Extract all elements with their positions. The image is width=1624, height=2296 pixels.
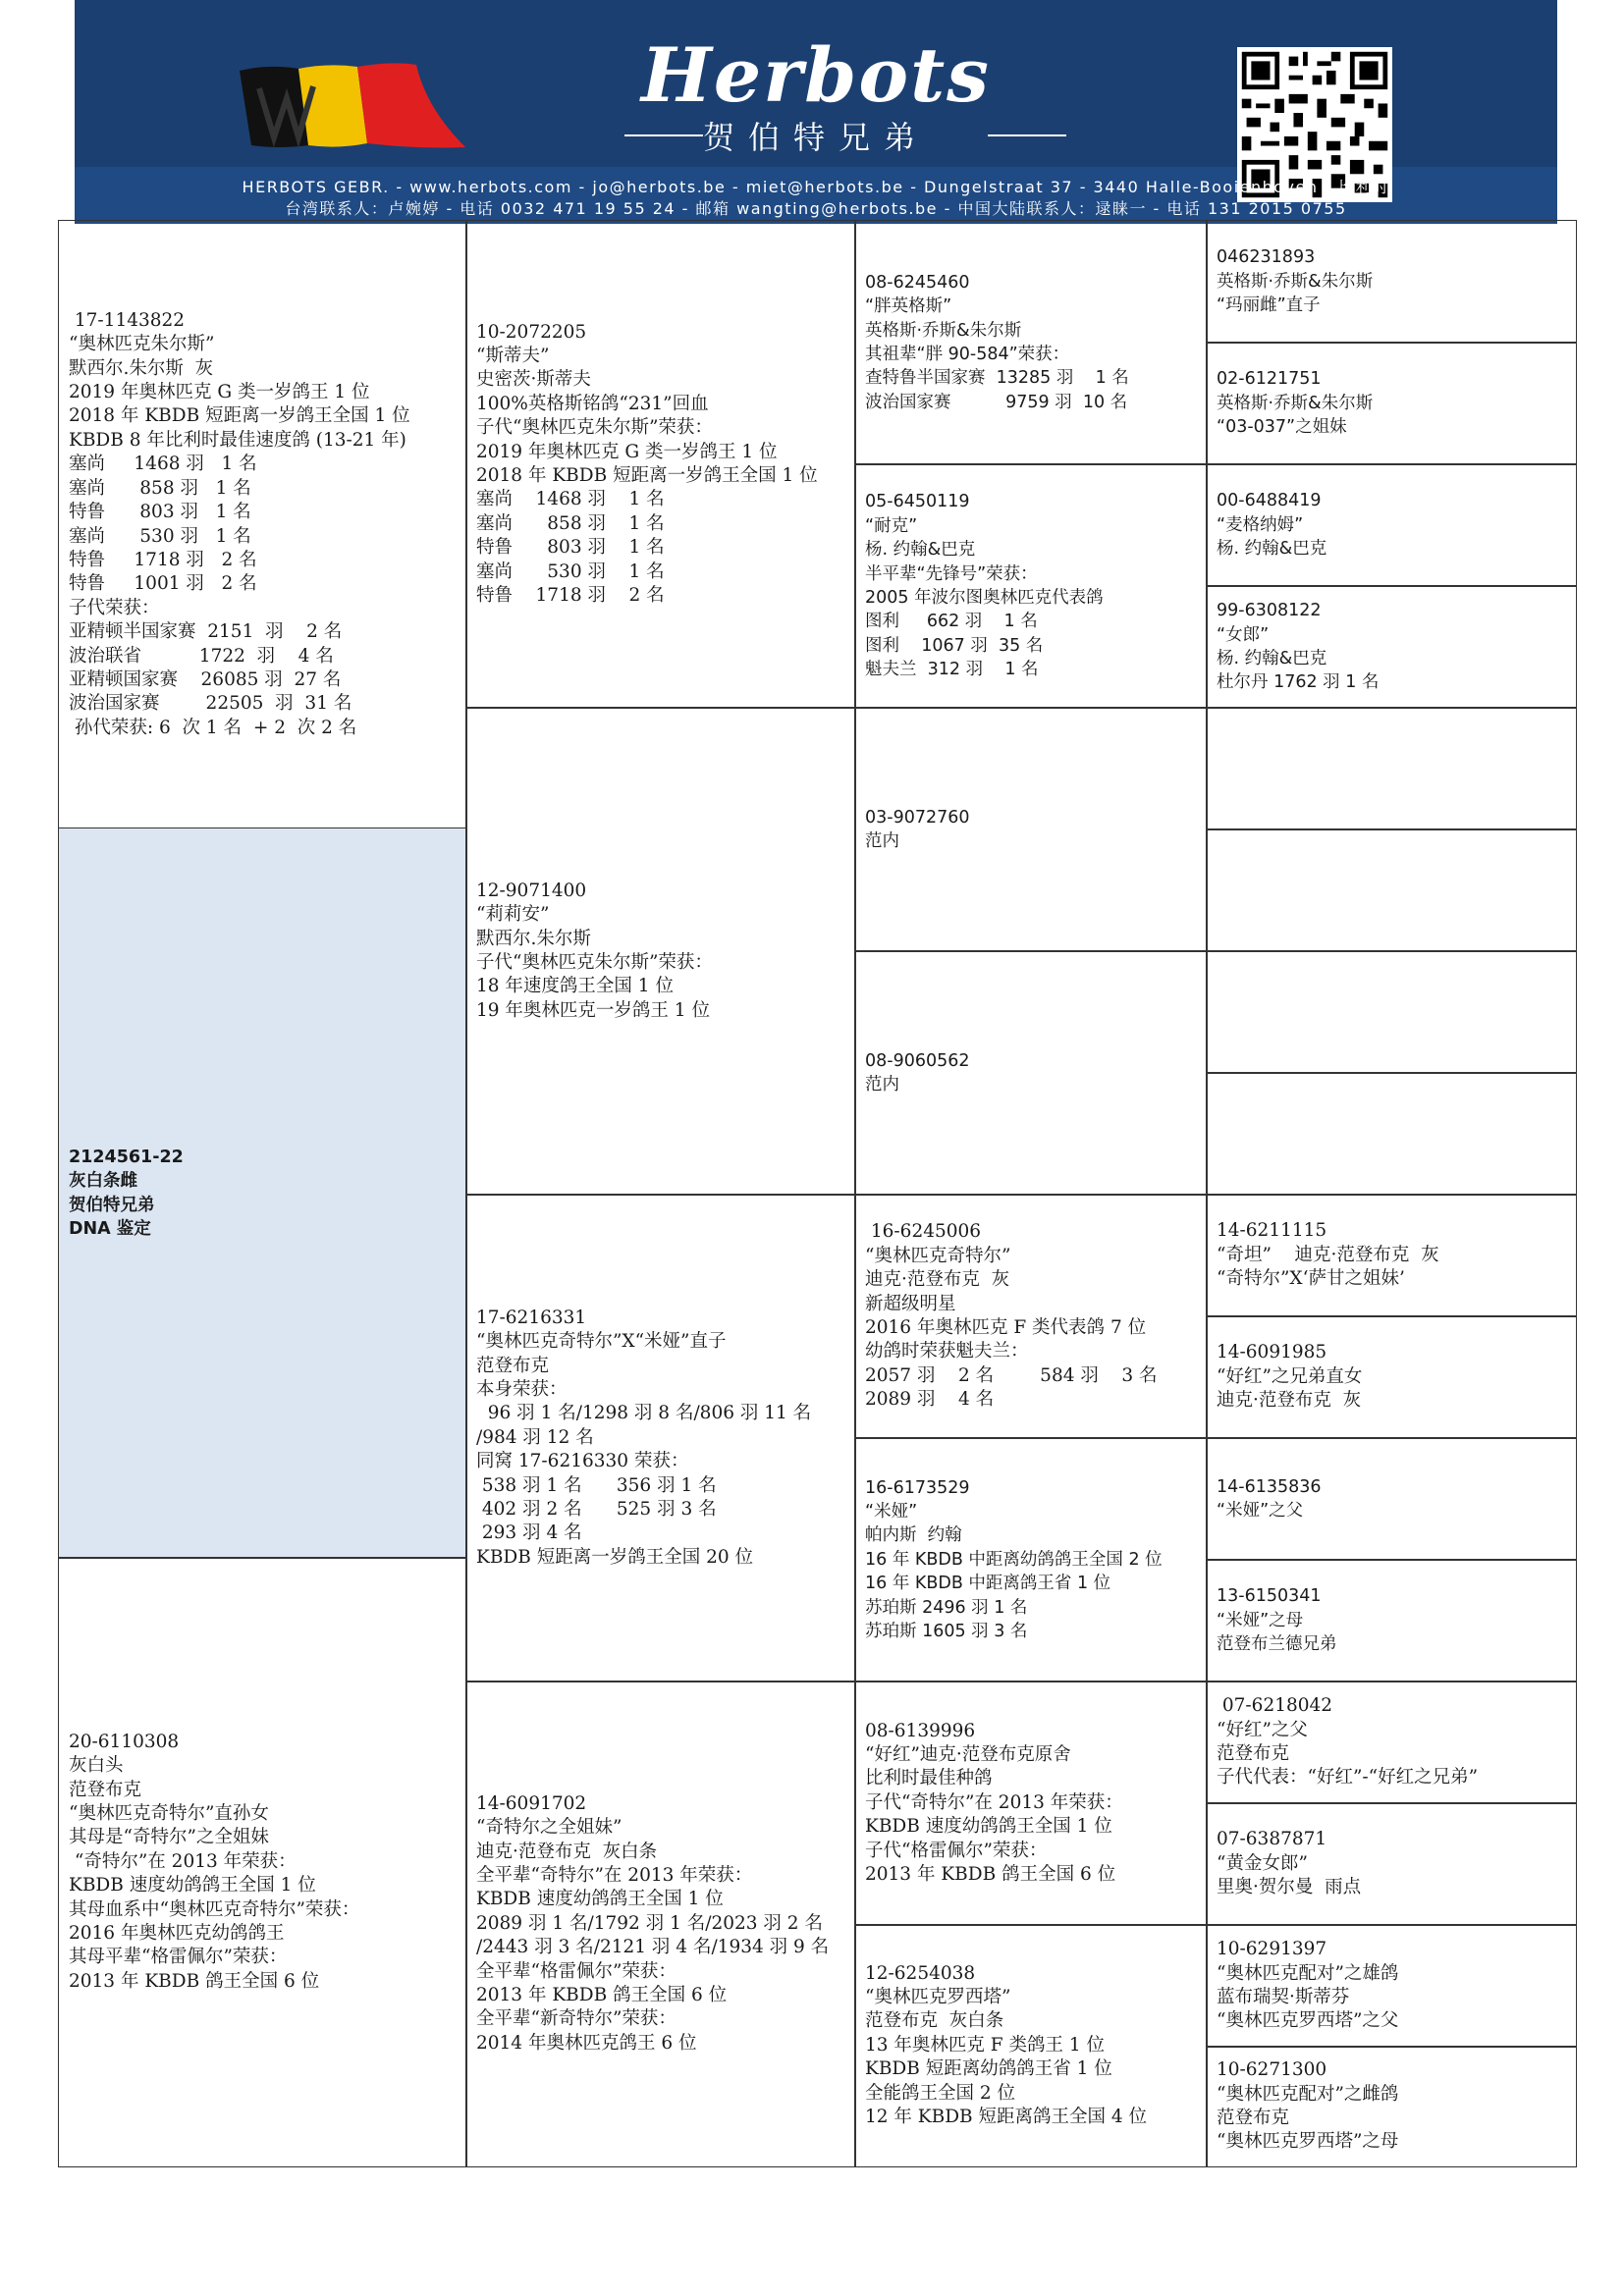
pedigree-subject-cell [58, 828, 467, 1559]
pedigree-line: “奥林匹克罗西塔” [865, 1986, 1011, 2007]
pedigree-line: 16 年 KBDB 中距离鸽王省 1 位 [865, 1574, 1111, 1594]
pedigree-line: 同窝 17-6216330 荣获： [476, 1451, 689, 1472]
pedigree-line: 其母血系中“奥林匹克奇特尔”荣获： [69, 1898, 360, 1920]
pedigree-line: 20-6110308 [69, 1731, 180, 1752]
pedigree-line: “黄金女郎” [1217, 1852, 1308, 1874]
pedigree-line: 灰白条雌 [69, 1171, 137, 1192]
pedigree-line: 范内 [865, 1075, 899, 1095]
ds-info [466, 1307, 811, 1570]
pedigree-line: 00-6488419 [1217, 491, 1322, 511]
pedigree-line: 英格斯·乔斯&朱尔斯 [1217, 271, 1374, 292]
pedigree-sdsd-cell [1206, 828, 1577, 952]
pedigree-line: 塞尚 1468 羽 1 名 [476, 489, 665, 510]
pedigree-line: 2013 年 KBDB 鸽王全国 6 位 [69, 1970, 320, 1992]
pedigree-line: 07-6387871 [1217, 1829, 1327, 1850]
pedigree-line: 17-1143822 [69, 309, 186, 331]
pedigree-line: 10-2072205 [476, 321, 587, 343]
ssss-info [1207, 245, 1373, 317]
pedigree-dd-cell [465, 1681, 856, 2167]
pedigree-line: 子代“奥林匹克朱尔斯”荣获： [476, 952, 713, 973]
subject-info [59, 1146, 184, 1242]
pedigree-line: 13-6150341 [1217, 1586, 1322, 1607]
pedigree-line: “奥林匹克奇特尔” [865, 1245, 1011, 1266]
pedigree-line: 子代代表：“好红”-“好红之兄弟” [1217, 1767, 1479, 1789]
pedigree-line: 其祖辈“胖 90-584”荣获： [865, 345, 1070, 364]
pedigree-line: 英格斯·乔斯&朱尔斯 [1217, 393, 1374, 413]
pedigree-line: 塞尚 858 羽 1 名 [69, 477, 251, 499]
pedigree-line: “好红”之兄弟直女 [1217, 1365, 1363, 1387]
pedigree-line: 查特鲁半国家赛 13285 羽 1 名 [865, 368, 1129, 389]
pedigree-line: 17-6216331 [476, 1307, 587, 1328]
pedigree-ddds-cell [1206, 1924, 1577, 2048]
pedigree-sdss-cell [1206, 707, 1577, 830]
pedigree-line: 046231893 [1217, 247, 1316, 268]
ddss-info [1207, 1694, 1478, 1790]
pedigree-line: KBDB 8 年比利时最佳速度鸽 (13-21 年) [69, 429, 406, 451]
pedigree-line: 10-6271300 [1217, 2059, 1327, 2081]
sd-info [466, 880, 713, 1023]
pedigree-line: 07-6218042 [1217, 1695, 1333, 1717]
sire-info [59, 309, 410, 740]
pedigree-ddd-cell [854, 1924, 1208, 2167]
pedigree-line: 范登布克 灰白条 [865, 2010, 1004, 2032]
pedigree-line: 新超级明星 [865, 1293, 956, 1314]
pedigree-line: 波治国家赛 22505 羽 31 名 [69, 693, 352, 715]
pedigree-ddsd-cell [1206, 1802, 1577, 1926]
ss-info [466, 321, 818, 609]
pedigree-sd-cell [465, 707, 856, 1196]
pedigree-line: 子代“奇特尔”在 2013 年荣获： [865, 1791, 1123, 1813]
pedigree-line: KBDB 短距离幼鸽鸽王省 1 位 [865, 2058, 1112, 2080]
contact-line-secondary: 台湾联系人：卢婉婷 - 电话 0032 471 19 55 24 - 邮箱 wangting@herbots.be - 中国大陆联系人：逯睐一 - 电话 131 2015 0755 [285, 199, 1347, 218]
pedigree-line: 范登布兰德兄弟 [1217, 1634, 1337, 1655]
pedigree-line: 杜尔丹 1762 羽 1 名 [1217, 672, 1380, 693]
pedigree-line: 96 羽 1 名/1298 羽 8 名/806 羽 11 名 [476, 1403, 812, 1424]
pedigree-line: 10-6291397 [1217, 1939, 1327, 1960]
pedigree-line: 19 年奥林匹克一岁鸽王 1 位 [476, 999, 710, 1021]
pedigree-dssd-cell [1206, 1315, 1577, 1439]
pedigree-line: 99-6308122 [1217, 601, 1322, 621]
pedigree-line: “奇特尔之全姐妹” [476, 1817, 623, 1839]
sss-info [855, 271, 1129, 414]
dddd-info [1207, 2058, 1398, 2155]
pedigree-ssdd-cell [1206, 585, 1577, 709]
pedigree-line: 波治联省 1722 羽 4 名 [69, 645, 334, 667]
pedigree-line: “好红”迪克·范登布克原舍 [865, 1743, 1071, 1765]
pedigree-line: 杨. 约翰&巴克 [1217, 539, 1327, 560]
dds-info [855, 1720, 1123, 1888]
pedigree-line: “奇坦” 迪克·范登布克 灰 [1217, 1244, 1439, 1265]
pedigree-line: 05-6450119 [865, 492, 970, 512]
pedigree-line: 08-6139996 [865, 1720, 976, 1741]
pedigree-dsdd-cell [1206, 1559, 1577, 1682]
pedigree-line: 其母平辈“格雷佩尔”荣获： [69, 1947, 288, 1968]
sssd-info [1207, 367, 1373, 439]
pedigree-line: “玛丽雌”直子 [1217, 295, 1321, 316]
pedigree-line: 蓝布瑞契·斯蒂芬 [1217, 1987, 1350, 2007]
pedigree-dss-cell [854, 1194, 1208, 1439]
pedigree-line: 293 羽 4 名 [476, 1522, 582, 1544]
pedigree-line: 本身荣获： [476, 1378, 568, 1400]
pedigree-line: KBDB 短距离一岁鸽王全国 20 位 [476, 1546, 754, 1568]
pedigree-line: “奥林匹克配对”之雄鸽 [1217, 1962, 1399, 1984]
pedigree-line: 18 年速度鸽王全国 1 位 [476, 976, 674, 997]
pedigree-line: 苏珀斯 2496 羽 1 名 [865, 1597, 1028, 1618]
pedigree-line: 迪克·范登布克 灰白条 [476, 1841, 658, 1862]
pedigree-line: 范登布克 [476, 1355, 550, 1376]
pedigree-sss-cell [854, 220, 1208, 465]
pedigree-line: 孙代荣获: 6 次 1 名 + 2 次 2 名 [69, 717, 357, 738]
pedigree-line: 2014 年奥林匹克鸽王 6 位 [476, 2032, 697, 2054]
pedigree-line: 2089 羽 1 名/1792 羽 1 名/2023 羽 2 名 [476, 1912, 823, 1934]
pedigree-line: 16-6245006 [865, 1221, 982, 1243]
pedigree-ssds-cell [1206, 463, 1577, 587]
pedigree-line: /2443 羽 3 名/2121 羽 4 名/1934 羽 9 名 [476, 1937, 830, 1958]
pedigree-line: “好红”之父 [1217, 1719, 1308, 1740]
pedigree-line: 08-6245460 [865, 272, 970, 293]
pedigree-line: 迪克·范登布克 灰 [1217, 1390, 1362, 1412]
pedigree-dsss-cell [1206, 1194, 1577, 1317]
pedigree-sdds-cell [1206, 950, 1577, 1074]
pedigree-line: 图利 662 羽 1 名 [865, 612, 1038, 632]
dss-info [855, 1220, 1158, 1412]
pedigree-line: 特鲁 1718 羽 2 名 [69, 549, 257, 570]
header-banner [75, 0, 1557, 224]
pedigree-line: “03-037”之姐妹 [1217, 417, 1347, 438]
pedigree-line: “斯蒂夫” [476, 345, 550, 366]
pedigree-line: 比利时最佳种鸽 [865, 1768, 993, 1789]
pedigree-line: 12-6254038 [865, 1962, 976, 1984]
dsss-info [1207, 1219, 1439, 1291]
pedigree-line: 2013 年 KBDB 鸽王全国 6 位 [865, 1864, 1116, 1886]
pedigree-line: “奥林匹克配对”之雌鸽 [1217, 2083, 1399, 2105]
pedigree-line: 14-6135836 [1217, 1476, 1322, 1497]
brand-logo: Herbots [641, 31, 991, 119]
pedigree-line: 2016 年奥林匹克 F 类代表鸽 7 位 [865, 1317, 1147, 1338]
pedigree-line: “奥林匹克罗西塔”之父 [1217, 2010, 1399, 2032]
ddds-info [1207, 1938, 1398, 2034]
pedigree-line: 02-6121751 [1217, 369, 1322, 390]
pedigree-line: 里奥·贺尔曼 雨点 [1217, 1877, 1362, 1898]
dam-info [59, 1731, 359, 1994]
pedigree-ds-cell [465, 1194, 856, 1682]
pedigree-line: 默西尔.朱尔斯 灰 [69, 357, 214, 379]
dsds-info [1207, 1475, 1322, 1523]
pedigree-sire-cell [58, 220, 467, 829]
pedigree-line: 迪克·范登布克 灰 [865, 1269, 1010, 1291]
pedigree-line: 2019 年奥林匹克 G 类一岁鸽王 1 位 [476, 441, 778, 462]
pedigree-line: “米娅” [865, 1501, 918, 1522]
pedigree-line: “女郎” [1217, 624, 1270, 645]
pedigree-line: 贺伯特兄弟 [69, 1195, 155, 1215]
pedigree-line: “奥林匹克奇特尔”X“米娅”直子 [476, 1331, 727, 1353]
pedigree-line: 2013 年 KBDB 鸽王全国 6 位 [476, 1985, 728, 2006]
pedigree-line: 塞尚 530 羽 1 名 [69, 525, 251, 547]
dssd-info [1207, 1341, 1362, 1413]
pedigree-line: 塞尚 530 羽 1 名 [476, 561, 665, 582]
pedigree-line: 2057 羽 2 名 584 羽 3 名 [865, 1364, 1158, 1386]
dsd-info [855, 1476, 1163, 1644]
pedigree-line: 子代“奥林匹克朱尔斯”荣获： [476, 417, 713, 439]
pedigree-sddd-cell [1206, 1072, 1577, 1196]
pedigree-line: 范登布克 [69, 1779, 142, 1800]
sds-info [855, 806, 970, 854]
pedigree-line: 2124561-22 [69, 1147, 184, 1167]
pedigree-line: 范登布克 [1217, 1743, 1290, 1764]
pedigree-line: “胖英格斯” [865, 296, 952, 317]
pedigree-dsds-cell [1206, 1437, 1577, 1561]
pedigree-line: 03-9072760 [865, 807, 970, 828]
pedigree-line: “麦格纳姆” [1217, 514, 1304, 535]
dsdd-info [1207, 1584, 1337, 1656]
pedigree-line: 2019 年奥林匹克 G 类一岁鸽王 1 位 [69, 382, 370, 403]
pedigree-line: “奥林匹克奇特尔”直孙女 [69, 1802, 269, 1824]
dd-info [466, 1792, 829, 2056]
pedigree-line: 全平辈“奇特尔”在 2013 年荣获： [476, 1864, 753, 1886]
pedigree-dsd-cell [854, 1437, 1208, 1682]
pedigree-line: KBDB 速度幼鸽鸽王全国 1 位 [476, 1889, 724, 1910]
pedigree-line: 幼鸽时荣获魁夫兰： [865, 1341, 1029, 1362]
pedigree-line: 默西尔.朱尔斯 [476, 928, 591, 949]
pedigree-line: 半平辈“先锋号”荣获： [865, 563, 1038, 584]
pedigree-line: 538 羽 1 名 356 羽 1 名 [476, 1474, 717, 1496]
pedigree-line: 子代“格雷佩尔”荣获： [865, 1840, 1048, 1861]
pedigree-line: 范登布克 [1217, 2108, 1290, 2128]
pedigree-line: “奥林匹克朱尔斯” [69, 334, 215, 355]
sdd-info [855, 1049, 970, 1097]
pedigree-line: “耐克” [865, 515, 918, 536]
pedigree-ddss-cell [1206, 1681, 1577, 1804]
ssd-info [855, 490, 1104, 681]
pedigree-line: 塞尚 858 羽 1 名 [476, 512, 665, 534]
pedigree-ss-cell [465, 220, 856, 709]
pedigree-line: 100%英格斯铭鸽“231”回血 [476, 393, 709, 414]
pedigree-line: 2018 年 KBDB 短距离一岁鸽王全国 1 位 [69, 405, 410, 427]
pedigree-line: 苏珀斯 1605 羽 3 名 [865, 1622, 1028, 1642]
pedigree-line: 波治国家赛 9759 羽 10 名 [865, 392, 1128, 412]
pedigree-sssd-cell [1206, 342, 1577, 465]
pedigree-line: 史密茨·斯蒂夫 [476, 369, 591, 391]
pedigree-line: 16-6173529 [865, 1477, 970, 1498]
pedigree-line: 塞尚 1468 羽 1 名 [69, 454, 257, 475]
pedigree-line: 英格斯·乔斯&朱尔斯 [865, 320, 1022, 341]
pedigree-line: 其母是“奇特尔”之全姐妹 [69, 1827, 269, 1848]
pedigree-line: 2018 年 KBDB 短距离一岁鸽王全国 1 位 [476, 465, 818, 486]
pedigree-line: 12-9071400 [476, 880, 587, 901]
pedigree-line: “奇特尔”在 2013 年荣获： [69, 1850, 297, 1872]
ssdd-info [1207, 599, 1379, 695]
pedigree-line: 12 年 KBDB 短距离鸽王全国 4 位 [865, 2107, 1148, 2128]
pedigree-line: 灰白头 [69, 1755, 124, 1777]
pedigree-line: 特鲁 803 羽 1 名 [69, 502, 251, 523]
brand-chinese-name: 贺伯特兄弟 [702, 119, 929, 156]
contact-line-primary: HERBOTS GEBR. - www.herbots.com - jo@herbots.be - miet@herbots.be - Dungelstraat 37 - 3440 Halle-Booienhoven - 比利时 [242, 178, 1390, 196]
pedigree-line: “米娅”之父 [1217, 1501, 1304, 1521]
logo-divider-right [988, 134, 1066, 136]
pedigree-line: 魁夫兰 312 羽 1 名 [865, 660, 1039, 680]
pedigree-line: 杨. 约翰&巴克 [865, 540, 976, 561]
pedigree-line: 2016 年奥林匹克幼鸽鸽王 [69, 1923, 285, 1945]
ssds-info [1207, 489, 1326, 561]
pedigree-line: DNA 鉴定 [69, 1218, 151, 1239]
pedigree-dam-cell [58, 1557, 467, 2167]
pedigree-line: 14-6211115 [1217, 1220, 1327, 1242]
pedigree-line: 16 年 KBDB 中距离幼鸽鸽王全国 2 位 [865, 1549, 1163, 1570]
pedigree-line: 402 羽 2 名 525 羽 3 名 [476, 1499, 717, 1521]
pedigree-line: 全能鸽王全国 2 位 [865, 2082, 1016, 2104]
pedigree-line: 08-9060562 [865, 1050, 970, 1071]
pedigree-line: 图利 1067 羽 35 名 [865, 635, 1044, 656]
ddd-info [855, 1962, 1147, 2130]
pedigree-line: 杨. 约翰&巴克 [1217, 649, 1327, 668]
pedigree-dds-cell [854, 1681, 1208, 1926]
pedigree-ssd-cell [854, 463, 1208, 709]
pedigree-sdd-cell [854, 950, 1208, 1196]
pedigree-ssss-cell [1206, 220, 1577, 344]
pedigree-line: “米娅”之母 [1217, 1610, 1304, 1630]
pedigree-line: 子代荣获： [69, 597, 160, 618]
pedigree-line: KBDB 速度幼鸽鸽王全国 1 位 [69, 1875, 316, 1896]
pedigree-line: 全平辈“新奇特尔”荣获： [476, 2008, 677, 2030]
ddsd-info [1207, 1828, 1361, 1899]
pedigree-line: 全平辈“格雷佩尔”荣获： [476, 1960, 677, 1982]
pedigree-line: “奥林匹克罗西塔”之母 [1217, 2131, 1399, 2153]
pedigree-line: 13 年奥林匹克 F 类鸽王 1 位 [865, 2034, 1106, 2056]
pedigree-line: 14-6091702 [476, 1792, 587, 1814]
pedigree-line: “莉莉安” [476, 904, 550, 926]
pedigree-line: 特鲁 1001 羽 2 名 [69, 573, 257, 595]
pedigree-line: /984 羽 12 名 [476, 1426, 594, 1448]
pedigree-line: 帕内斯 约翰 [865, 1525, 962, 1546]
pedigree-line: 亚精顿半国家赛 2151 羽 2 名 [69, 621, 343, 643]
pedigree-line: 14-6091985 [1217, 1342, 1327, 1363]
pedigree-line: 2005 年波尔图奥林匹克代表鸽 [865, 588, 1104, 608]
pedigree-line: KBDB 速度幼鸽鸽王全国 1 位 [865, 1816, 1112, 1838]
pedigree-line: 范内 [865, 831, 899, 851]
pedigree-line: 特鲁 1718 羽 2 名 [476, 585, 665, 607]
pedigree-line: 2089 羽 4 名 [865, 1389, 995, 1411]
pedigree-line: 特鲁 803 羽 1 名 [476, 537, 665, 559]
pedigree-sds-cell [854, 707, 1208, 952]
pedigree-dddd-cell [1206, 2046, 1577, 2167]
pedigree-line: 亚精顿国家赛 26085 羽 27 名 [69, 668, 342, 690]
pedigree-line: “奇特尔”X‘萨甘之姐妹’ [1217, 1268, 1405, 1290]
